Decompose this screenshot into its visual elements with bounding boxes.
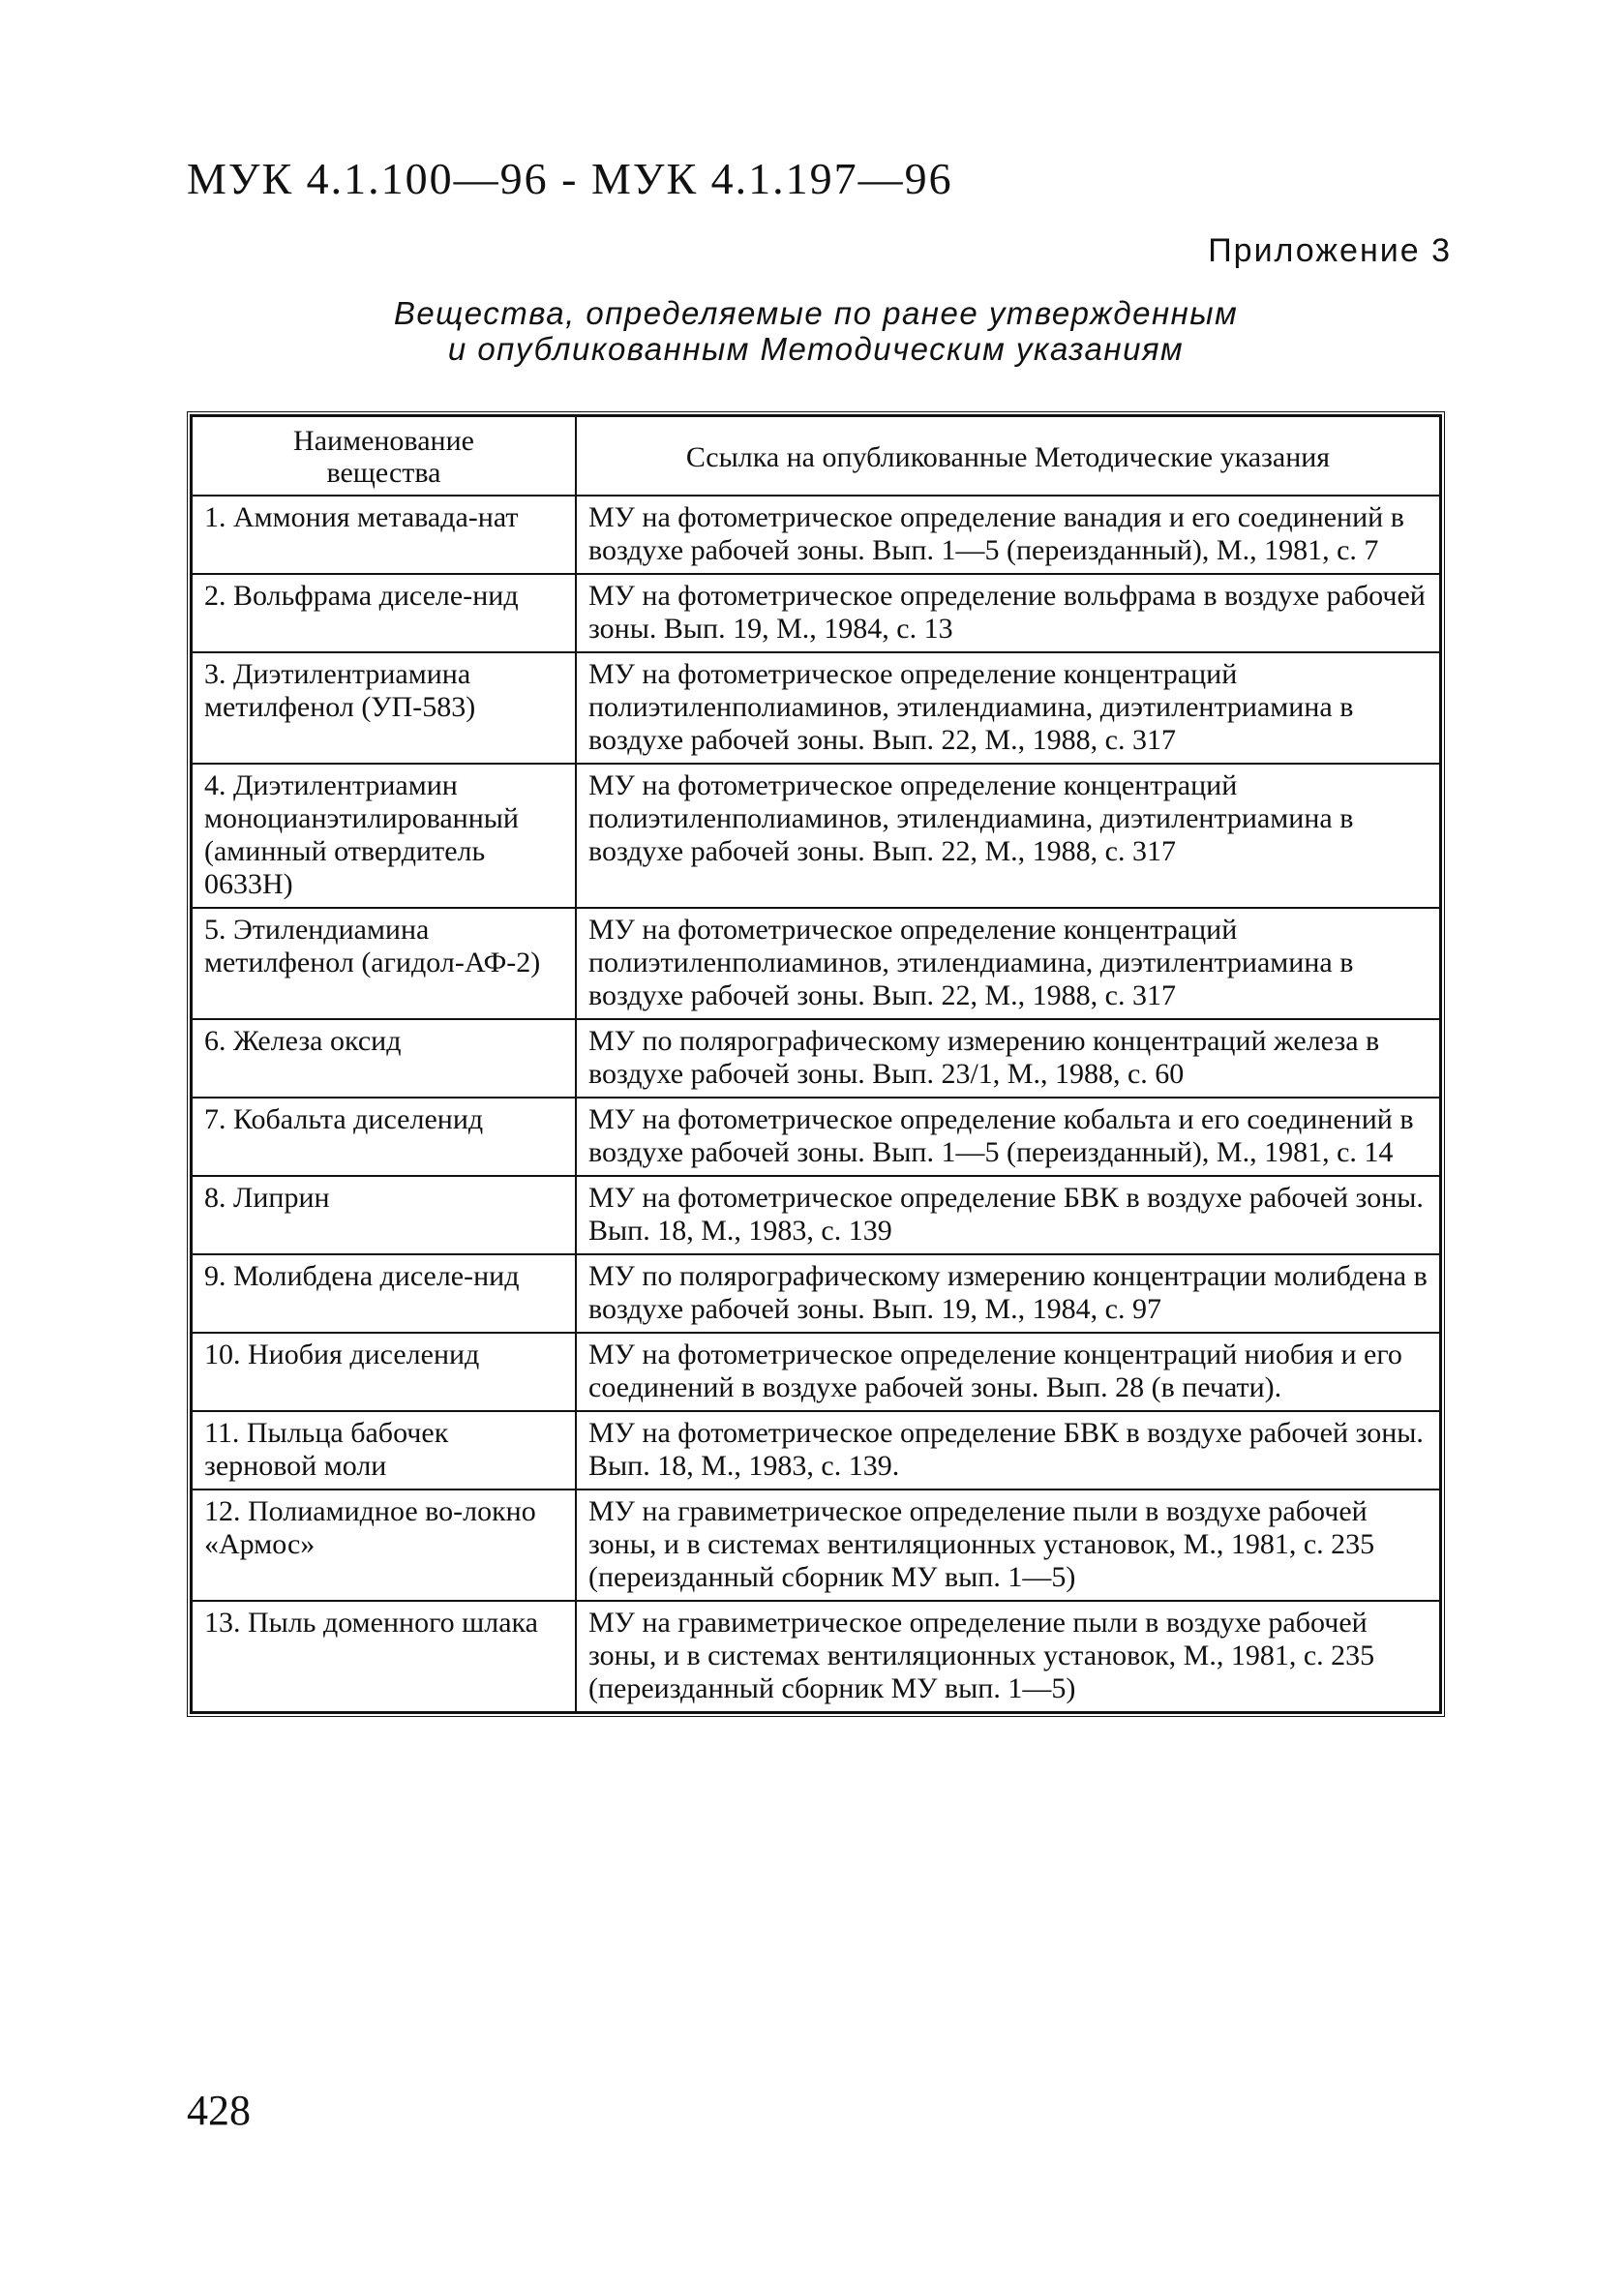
table-row (192, 1490, 1440, 1601)
reference-cell: МУ на фотометрическое определение кобальта и его соединений в воздухе рабочей зоны. Вып. 1—5 (переизданный), М., 1981, с. 14 (576, 1098, 1440, 1176)
table-row (192, 1176, 1440, 1254)
substance-cell: 5. Этилендиамина метилфенол (агидол-АФ-2) (192, 908, 576, 1019)
reference-cell: МУ на фотометрическое определение концентраций полиэтиленполиаминов, этилендиамина, диэтилентриамина в воздухе рабочей зоны. Вып. 22, М., 1988, с. 317 (576, 908, 1440, 1019)
table-row (192, 652, 1440, 764)
reference-cell: МУ на фотометрическое определение вольфрама в воздухе рабочей зоны. Вып. 19, М., 1984, с. 13 (576, 574, 1440, 652)
column-header-reference (576, 416, 1440, 496)
reference-cell: МУ по полярографическому измерению концентрации молибдена в воздухе рабочей зоны. Вып. 19, М., 1984, с. 97 (576, 1254, 1440, 1333)
reference-cell: МУ на фотометрическое определение концентраций полиэтиленполиаминов, этилендиамина, диэтилентриамина в воздухе рабочей зоны. Вып. 22, М., 1988, с. 317 (576, 652, 1440, 764)
table-row (192, 764, 1440, 908)
page-number: 428 (187, 2087, 251, 2134)
substance-cell: 9. Молибдена диселе-нид (192, 1254, 576, 1333)
table-row (192, 574, 1440, 652)
table-body (192, 496, 1440, 1712)
reference-table-frame (187, 411, 1445, 1717)
table-row (192, 1601, 1440, 1712)
reference-table (191, 415, 1441, 1713)
column-header-substance-label: Наименование вещества (293, 425, 474, 489)
substance-cell: 12. Полиамидное во-локно «Армос» (192, 1490, 576, 1601)
column-header-substance (192, 416, 576, 496)
reference-cell: МУ на фотометрическое определение БВК в воздухе рабочей зоны. Вып. 18, М., 1983, с. 139. (576, 1411, 1440, 1490)
substance-cell: 2. Вольфрама диселе-нид (192, 574, 576, 652)
table-row (192, 1333, 1440, 1411)
reference-cell: МУ на гравиметрическое определение пыли в воздухе рабочей зоны, и в системах вентиляционных установок, М., 1981, с. 235 (переизданный сборник МУ вып. 1—5) (576, 1601, 1440, 1712)
substance-cell: 3. Диэтилентриамина метилфенол (УП-583) (192, 652, 576, 764)
table-row (192, 496, 1440, 574)
substance-cell: 1. Аммония метавада-нат (192, 496, 576, 574)
substance-cell: 7. Кобальта диселенид (192, 1098, 576, 1176)
appendix-label: Приложение 3 (1208, 232, 1452, 269)
substance-cell: 4. Диэтилентриамин моноцианэтилированный (аминный отвердитель 0633Н) (192, 764, 576, 908)
column-header-reference-label: Ссылка на опубликованные Методические указания (685, 440, 1331, 473)
table-row (192, 908, 1440, 1019)
reference-cell: МУ на фотометрическое определение БВК в воздухе рабочей зоны. Вып. 18, М., 1983, с. 139 (576, 1176, 1440, 1254)
running-title: МУК 4.1.100—96 - МУК 4.1.197—96 (187, 154, 953, 203)
substance-cell: 8. Липрин (192, 1176, 576, 1254)
table-header-row (192, 416, 1440, 496)
table-title-line-1: Вещества, определяемые по ранее утвержденным (393, 295, 1239, 331)
table-title-line-2: и опубликованным Методическим указаниям (447, 331, 1185, 367)
substance-cell: 11. Пыльца бабочек зерновой моли (192, 1411, 576, 1490)
reference-cell: МУ по полярографическому измерению концентраций железа в воздухе рабочей зоны. Вып. 23/1, М., 1988, с. 60 (576, 1019, 1440, 1098)
reference-cell: МУ на гравиметрическое определение пыли в воздухе рабочей зоны, и в системах вентиляционных установок, М., 1981, с. 235 (переизданный сборник МУ вып. 1—5) (576, 1490, 1440, 1601)
reference-cell: МУ на фотометрическое определение концентраций ниобия и его соединений в воздухе рабочей зоны. Вып. 28 (в печати). (576, 1333, 1440, 1411)
table-title (187, 295, 1445, 367)
reference-cell: МУ на фотометрическое определение концентраций полиэтиленполиаминов, этилендиамина, диэтилентриамина в воздухе рабочей зоны. Вып. 22, М., 1988, с. 317 (576, 764, 1440, 908)
table-row (192, 1098, 1440, 1176)
table-row (192, 1019, 1440, 1098)
substance-cell: 6. Железа оксид (192, 1019, 576, 1098)
table-row (192, 1411, 1440, 1490)
table-row (192, 1254, 1440, 1333)
substance-cell: 13. Пыль доменного шлака (192, 1601, 576, 1712)
substance-cell: 10. Ниобия диселенид (192, 1333, 576, 1411)
reference-cell: МУ на фотометрическое определение ванадия и его соединений в воздухе рабочей зоны. Вып. 1—5 (переизданный), М., 1981, с. 7 (576, 496, 1440, 574)
